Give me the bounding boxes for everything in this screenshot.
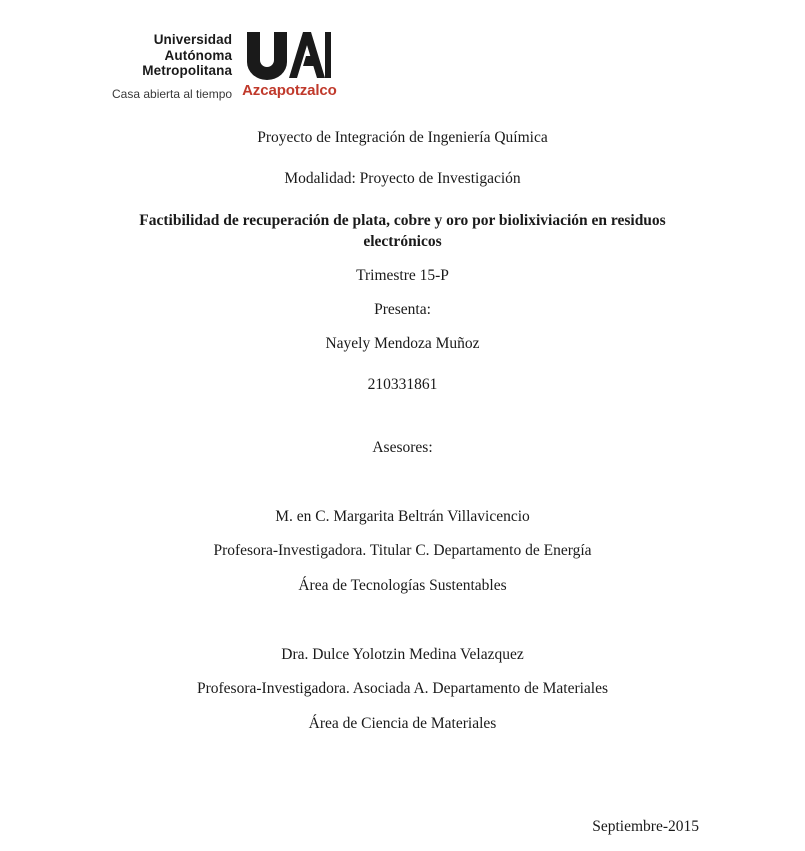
- university-name-line1: Universidad: [153, 32, 233, 47]
- advisor-role: Profesora-Investigadora. Asociada A. Departamento de Materiales: [196, 680, 609, 697]
- uam-monogram: [242, 30, 337, 99]
- advisor-role: Profesora-Investigadora. Titular C. Departamento de Energía: [213, 542, 592, 559]
- advisor-area: Área de Tecnologías Sustentables: [298, 577, 507, 594]
- student-id: 210331861: [367, 376, 438, 393]
- university-logo: [112, 30, 337, 104]
- uam-monogram-icon: [245, 30, 333, 80]
- university-tagline: Casa abierta al tiempo: [112, 86, 233, 101]
- author-name: Nayely Mendoza Muñoz: [325, 335, 480, 352]
- project-type: Proyecto de Integración de Ingeniería Química: [257, 129, 548, 146]
- advisor-name: M. en C. Margarita Beltrán Villavicencio: [275, 508, 530, 525]
- page-title: Factibilidad de recuperación de plata, cobre y oro por biolixiviación en residuos electrónicos: [139, 212, 666, 250]
- university-name-line2: Autónoma: [164, 47, 233, 63]
- advisor-area: Área de Ciencia de Materiales: [308, 715, 497, 732]
- advisor-name: Dra. Dulce Yolotzin Medina Velazquez: [281, 646, 524, 663]
- advisors-label: Asesores:: [372, 439, 433, 456]
- term: Trimestre 15-P: [356, 267, 449, 284]
- document-date: Septiembre-2015: [592, 818, 699, 835]
- modality: Modalidad: Proyecto de Investigación: [284, 170, 521, 187]
- presents-label: Presenta:: [374, 301, 431, 318]
- campus-name: Azcapotzalco: [242, 82, 337, 99]
- university-name-line3: Metropolitana: [142, 63, 233, 78]
- university-logo-text: [112, 30, 232, 104]
